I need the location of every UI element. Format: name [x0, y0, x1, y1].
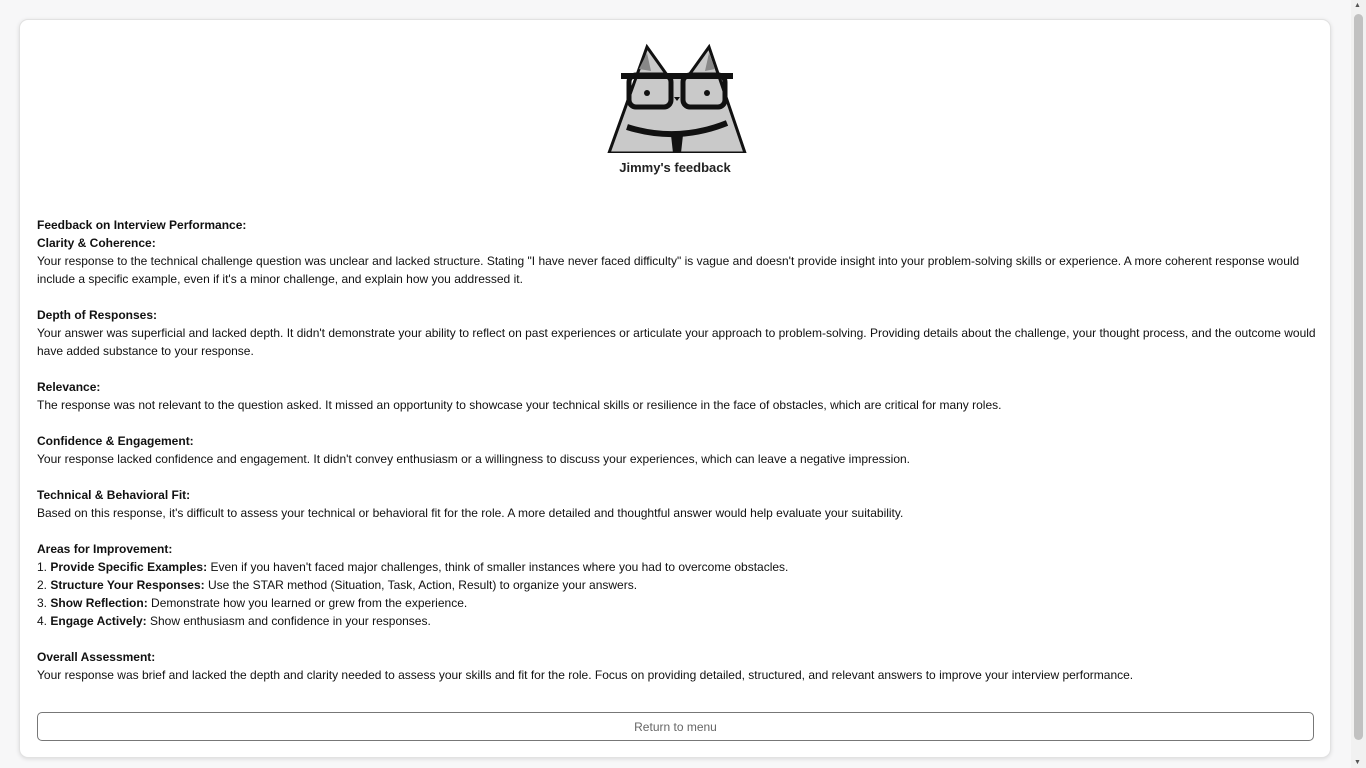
scrollbar-thumb[interactable]	[1354, 14, 1363, 740]
return-to-menu-button[interactable]: Return to menu	[37, 712, 1314, 741]
scroll-down-arrow-icon[interactable]: ▼	[1354, 759, 1361, 766]
cat-with-glasses-avatar	[607, 43, 747, 153]
section-confidence: Confidence & Engagement: Your response lacked confidence and engagement. It didn't convey enthusiasm or a willingness to discuss your experiences, which can leave a negative impression.	[37, 434, 911, 466]
section-fit: Technical & Behavioral Fit: Based on this response, it's difficult to assess your technical or behavioral fit for the role. A more detailed and thoughtful answer would help evaluate your suitability.	[37, 488, 904, 520]
section-clarity: Clarity & Coherence: Your response to the technical challenge question was unclear and lacked structure. Stating "I have never faced difficulty" is vague and doesn't provide insight into your problem-solving skills or experience. A more coherent response would include a specific example, even if it's a minor challenge, and explain how you addressed it.	[37, 236, 1300, 286]
section-depth: Depth of Responses: Your answer was superficial and lacked depth. It didn't demonstrate your ability to reflect on past experiences or articulate your approach to problem-solving. Providing details about the challenge, your thought process, and the outcome would have added substance to your response.	[37, 308, 1316, 358]
feedback-heading: Feedback on Interview Performance:	[37, 218, 247, 232]
list-item: 1. Provide Specific Examples: Even if you haven't faced major challenges, think of smaller instances where you had to overcome obstacles.	[37, 560, 789, 574]
section-improvement: Areas for Improvement: 1. Provide Specific Examples: Even if you haven't faced major challenges, think of smaller instances where you had to overcome obstacles. 2. Structure Your Responses: Use the STAR method (Situation, Task, Action, Result) to organize your answers. 3. Show Reflection: Demonstrate how you learned or grew from the experience. 4. Engage Actively: Show enthusiasm and confidence in your responses.	[37, 540, 1317, 630]
list-item: 2. Structure Your Responses: Use the STAR method (Situation, Task, Action, Result) to organize your answers.	[37, 578, 638, 592]
list-item: 4. Engage Actively: Show enthusiasm and confidence in your responses.	[37, 614, 431, 628]
scrollbar[interactable]	[1351, 0, 1366, 768]
feedback-content	[37, 216, 1317, 684]
feedback-card	[19, 19, 1331, 758]
section-overall: Overall Assessment: Your response was brief and lacked the depth and clarity needed to assess your skills and fit for the role. Focus on providing detailed, structured, and relevant answers to improve your interview performance.	[37, 650, 1134, 682]
section-relevance: Relevance: The response was not relevant to the question asked. It missed an opportunity to showcase your technical skills or resilience in the face of obstacles, which are critical for many roles.	[37, 380, 1002, 412]
scroll-up-arrow-icon[interactable]: ▲	[1354, 2, 1361, 9]
list-item: 3. Show Reflection: Demonstrate how you learned or grew from the experience.	[37, 596, 468, 610]
page-title: Jimmy's feedback	[619, 160, 731, 175]
